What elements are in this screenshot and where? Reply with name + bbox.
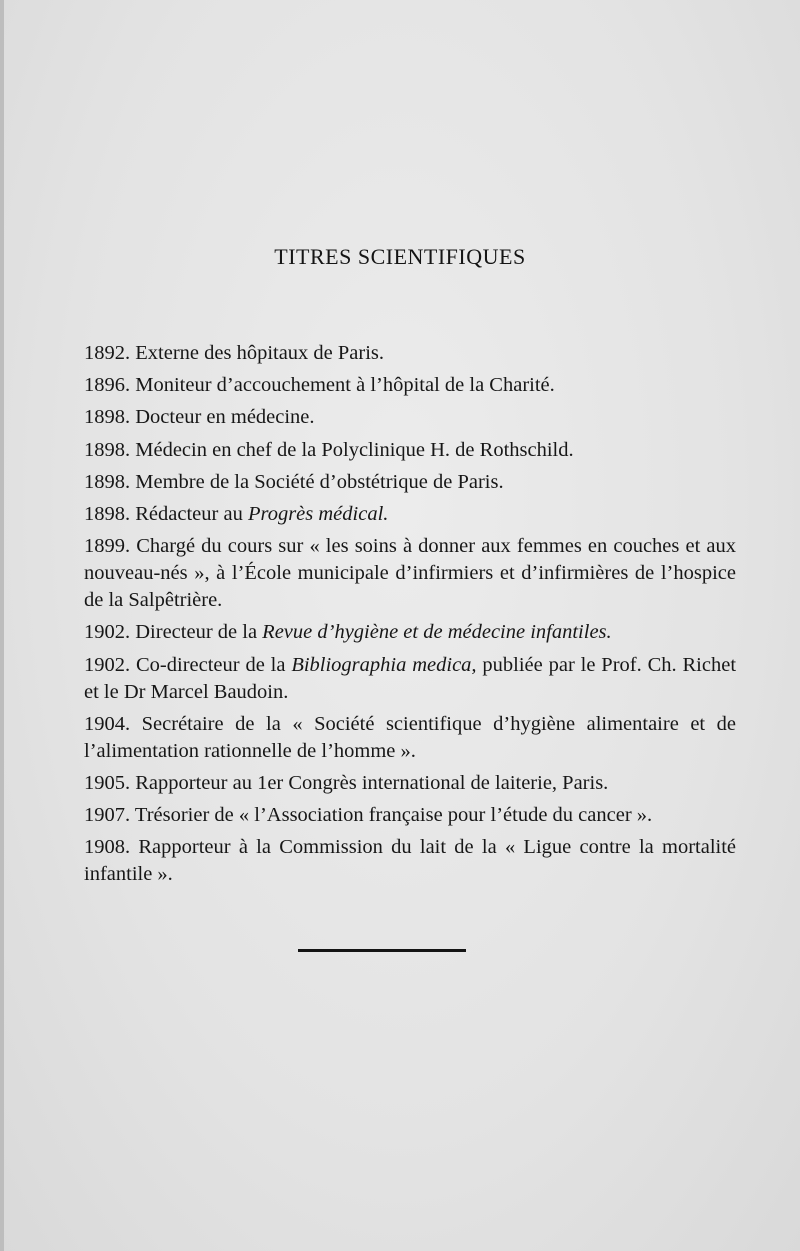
entry-year: 1905. xyxy=(84,771,131,794)
entry-text: Directeur de la xyxy=(135,621,263,644)
list-item xyxy=(84,711,736,765)
entry-year: 1907. xyxy=(84,804,131,827)
section-divider xyxy=(298,949,466,952)
list-item xyxy=(84,652,736,706)
entry-text: Externe des hôpitaux de Paris. xyxy=(135,342,385,364)
page-title: TITRES SCIENTIFIQUES xyxy=(274,244,526,269)
list-item xyxy=(84,404,736,431)
entry-year: 1904. xyxy=(84,712,131,735)
entry-year: 1902. xyxy=(84,653,131,676)
entry-text: Docteur en médecine. xyxy=(135,406,315,429)
list-item xyxy=(84,469,736,496)
entry-text: Trésorier de « l’Association française pour l’étude du cancer ». xyxy=(134,804,653,827)
entry-year: 1892. xyxy=(84,342,131,364)
list-item xyxy=(84,340,736,367)
entry-year: 1908. xyxy=(84,836,131,859)
entry-text: Co-directeur de la xyxy=(136,653,292,676)
entry-text: Moniteur d’accouchement à l’hôpital de la Charité. xyxy=(135,374,555,397)
list-item xyxy=(84,437,736,464)
entry-year: 1898. xyxy=(84,406,131,429)
entry-text: Médecin en chef de la Polyclinique H. de Rothschild. xyxy=(135,438,574,461)
list-item xyxy=(84,834,736,888)
entry-text: Rapporteur au 1er Congrès international de laiterie, Paris. xyxy=(135,771,609,794)
entry-year: 1896. xyxy=(84,374,131,397)
entry-italic-text: Progrès médical. xyxy=(247,502,389,525)
list-item xyxy=(84,770,736,797)
list-item xyxy=(84,501,736,528)
entry-text-continued: publiée par le Prof. Ch. Richet et le Dr Marcel Baudoin. xyxy=(84,653,737,703)
entry-italic-text: Bibliographia medica, xyxy=(291,653,477,676)
list-item xyxy=(84,802,736,829)
entry-italic-text: Revue d’hygiène et de médecine infantiles. xyxy=(262,621,612,644)
entries-list xyxy=(84,340,736,893)
list-item xyxy=(84,372,736,399)
list-item xyxy=(84,533,736,614)
entry-text: Chargé du cours sur « les soins à donner aux femmes en couches et aux nouveau-nés », à l’École municipale d’infirmiers et d’infirmières de l’hospice de la Salpêtrière. xyxy=(84,535,736,612)
entry-year: 1898. xyxy=(84,470,131,493)
entry-text: Membre de la Société d’obstétrique de Paris. xyxy=(135,470,504,493)
entry-text: Rapporteur à la Commission du lait de la « Ligue contre la mortalité infantile ». xyxy=(84,836,737,886)
entry-text: Rédacteur au xyxy=(135,502,248,525)
entry-year: 1898. xyxy=(84,438,131,461)
entry-year: 1902. xyxy=(84,621,131,644)
page-edge xyxy=(0,0,4,1251)
entry-text: Secrétaire de la « Société scientifique d’hygiène alimentaire et de l’alimentation rationnelle de l’homme ». xyxy=(84,712,736,762)
list-item xyxy=(84,619,736,646)
entry-year: 1898. xyxy=(84,502,131,525)
entry-year: 1899. xyxy=(84,535,131,558)
